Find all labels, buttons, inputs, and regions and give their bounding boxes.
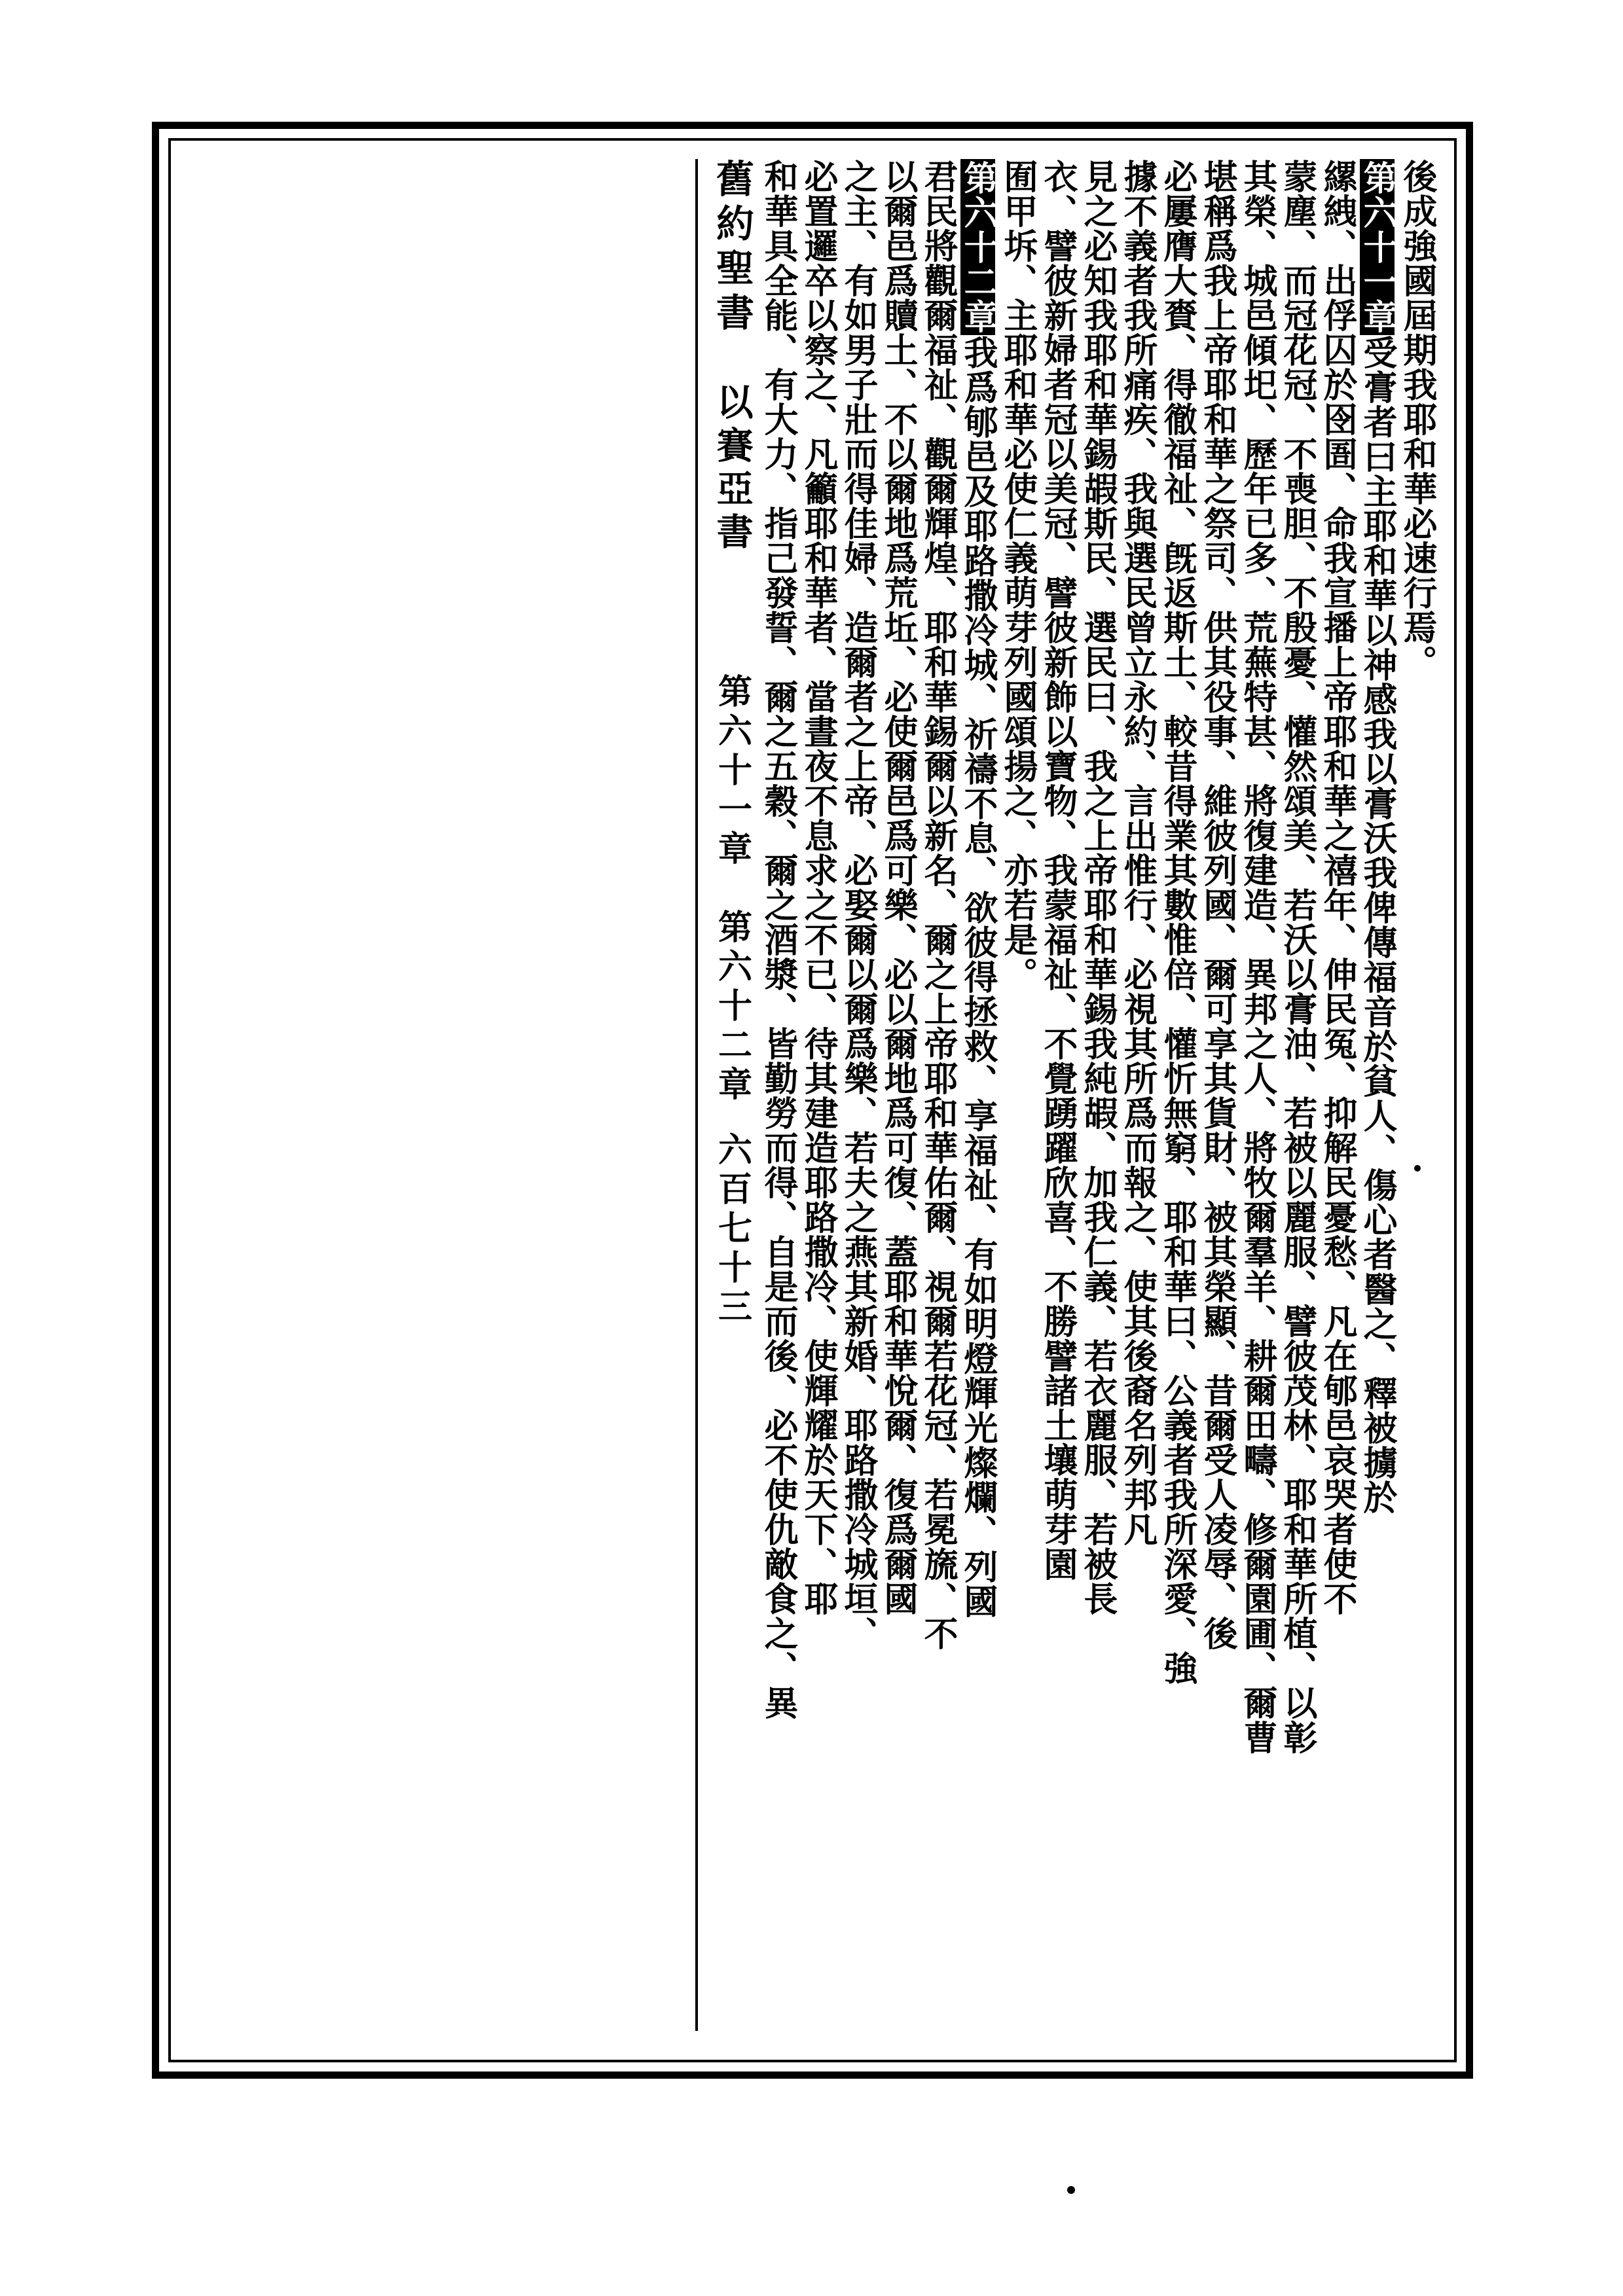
text-column: 囿甲坼、主耶和華必使仁義萌芽列國頌揚之、亦若是。 xyxy=(998,159,1038,992)
text-column: 縲絏、出俘囚於囹圄、命我宣播上帝耶和華之禧年、伸民冤、抑解民憂愁、凡在郇邑哀哭者使不 xyxy=(1317,159,1357,1616)
text-column: 必置邏卒以察之、凡籲耶和華者、當晝夜不息求之不已、待其建造耶路撒冷、使輝耀於天下、耶 xyxy=(798,159,838,1616)
text-column: 其榮、城邑傾圯、歷年已多、荒蕪特甚、將復建造、異邦之人、將牧爾羣羊、耕爾田疇、修爾園圃、爾曹 xyxy=(1237,159,1277,1755)
text-column: 後成強國屆期我耶和華必速行焉。 xyxy=(1397,159,1437,679)
chapter-heading: 第六十一章 xyxy=(1357,160,1397,334)
page-frame-inner-border xyxy=(168,138,1457,2062)
text-column: 君民將觀爾福祉、觀爾輝煌、耶和華錫爾以新名、爾之上帝耶和華佑爾、視爾若花冠、若冕旒、不 xyxy=(918,159,958,1651)
page-speck xyxy=(1067,2186,1075,2194)
page-header-block xyxy=(695,159,756,2031)
book-name: 以賽亞書 xyxy=(710,383,754,556)
text-columns xyxy=(191,159,1437,2043)
text-column: 和華具全能、有大力、指己發誓、爾之五穀、爾之酒漿、皆勤勞而得、自是而後、必不使仇敵食之、異 xyxy=(758,159,798,1720)
text-column: 見之必知我耶和華錫嘏斯民、選民曰、我之上帝耶和華錫我純嘏、加我仁義、若衣麗服、若被長 xyxy=(1078,159,1118,1616)
text-column: 衣、譬彼新婦者冠以美冠、譬彼新飾以寶物、我蒙福祉、不覺踴躍欣喜、不勝譬諸土壤萌芽園 xyxy=(1038,159,1078,1581)
text-column: 第六十二章我爲郇邑及耶路撒冷城、祈禱不息、欲彼得拯救、享福祉、有如明燈輝光燦爛、列國 xyxy=(958,160,998,1619)
page-speck xyxy=(1414,1165,1421,1172)
text-column: 必屢膺大賚、得徹福祉、旣返斯土、較昔得業其數惟倍、懽忻無窮、耶和華曰、公義者我所深愛、強 xyxy=(1158,159,1197,1685)
page-title: 舊約聖書 xyxy=(710,159,755,337)
chapter-range: 第六十一章 第六十二章 xyxy=(712,673,752,1105)
chapter-heading: 第六十二章 xyxy=(958,160,998,334)
text-column: 第六十一章受膏者曰主耶和華以神感我以膏沃我俾傳福音於貧人、傷心者醫之、釋被擄於 xyxy=(1357,160,1397,1515)
text-column: 據不義者我所痛疾、我與選民曾立永約、言出惟行、必視其所爲而報之、使其後裔名列邦凡 xyxy=(1118,159,1158,1547)
page-frame xyxy=(152,122,1473,2079)
text-column: 蒙塵、而冠花冠、不喪胆、不殷憂、懽然頌美、若沃以膏油、若被以麗服、譬彼茂林、耶和華所植、以彰 xyxy=(1277,159,1317,1755)
text-column: 堪稱爲我上帝耶和華之祭司、供其役事、維彼列國、爾可享其貨財、被其榮顯、昔爾受人凌辱、後 xyxy=(1197,159,1237,1651)
text-column: 以爾邑爲贖土、不以爾地爲荒坵、必使爾邑爲可樂、必以爾地爲可復、蓋耶和華悅爾、復爲爾國 xyxy=(878,159,918,1616)
text-column: 之主、有如男子壯而得佳婦、造爾者之上帝、必娶爾以爾爲樂、若夫之燕其新婚、耶路撒冷城垣、 xyxy=(838,159,878,1651)
page-number: 六百七十三 xyxy=(712,1132,752,1328)
